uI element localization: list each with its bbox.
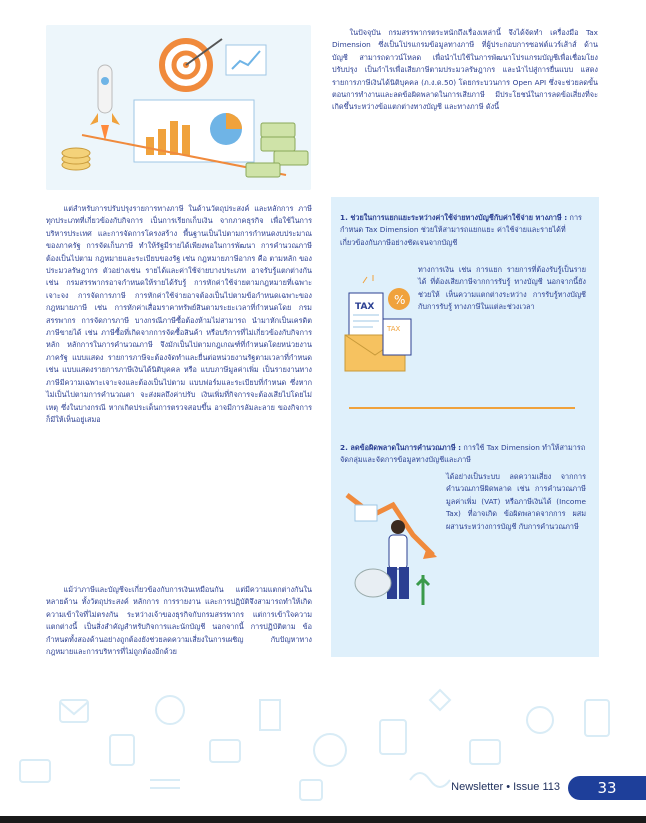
dashboard-illustration (46, 25, 311, 190)
tax-label-2: TAX (387, 325, 401, 333)
benefit-2-detail: ได้อย่างเป็นระบบ ลดความเสี่ยง จากการคำนวณภาษีผิดพลาด เช่น การคำนวณภาษีมูลค่าเพิ่ม (VAT) หรือภาษีเงินได้ (Income Tax) ที่อาจเกิด ข้อผิดพลาดจากการ ผสมผสานระหว่างการบัญชี กับการคำนวณภาษี (446, 472, 586, 531)
benefit-1-detail: ทางการเงิน เช่น การแยก รายการที่ต้องรับรู้เป็นรายได้ ที่ต้องเสียภาษีจากการรับรู้ ทางบัญชี นอกจากนี้ยังช่วยให้ เห็นความแตกต่างระหว่าง การรับรู้ทางบัญชีกับการรับรู้ ทางภาษีในแต่ละช่วงเวลา (418, 265, 586, 312)
section-divider (349, 407, 575, 409)
benefit-2-heading: 2. ลดข้อผิดพลาดในการคำนวณภาษี : (340, 443, 462, 452)
page-number: 33 (568, 776, 646, 800)
benefit-1-heading: 1. ช่วยในการแยกแยะระหว่างค่าใช้จ่ายทางบัญชีกับค่าใช้จ่าย ทางภาษี : (340, 213, 568, 222)
benefit-2-lead: การใช้ Tax Dimension ทำให้สามารถจัดกลุ่มและจัดการข้อมูลทางบัญชีและภาษี (340, 443, 586, 465)
issue-label: Issue 113 (513, 781, 560, 793)
benefit-1-lead: การกำหนด Tax Dimension ช่วยให้สามารถแยกแยะ ค่าใช้จ่ายและรายได้ที่เกี่ยวข้องกับภาษีอย่างชัดเจนจากบัญชี (340, 213, 582, 247)
left-column-paragraph-1 (46, 203, 312, 426)
stressed-businessman-illustration (343, 475, 443, 615)
tax-label-1: TAX (355, 302, 375, 312)
tax-analytics-illustration (46, 25, 311, 190)
left-column-paragraph-2 (46, 584, 312, 658)
footer-label (410, 781, 560, 793)
benefit-item-2 (340, 442, 592, 467)
bottom-edge-bar (0, 816, 646, 823)
newsletter-label: Newsletter (451, 781, 504, 793)
footer-bullet: • (506, 781, 511, 793)
percent-label: % (394, 293, 406, 307)
intro-paragraph (332, 27, 598, 114)
left-paragraph-2-text: แม้ว่าภาษีและบัญชีจะเกี่ยวข้องกับการเงินเหมือนกัน แต่มีความแตกต่างกันในหลายด้าน ทั้งวัตถุประสงค์ หลักการ การรายงาน และการปฏิบัติจึงสามารถทำให้เกิดความเข้าใจที่ไม่ตรงกัน ระหว่างเจ้าของธุรกิจกับกรมสรรพากร แต่การเข้าใจความแตกต่างนี้ เป็นสิ่งสำคัญสำหรับกิจการและนักบัญชี นอกจากนี้ การปฏิบัติตาม ข้อกำหนดทั้งสองด้านอย่างถูกต้องยังช่วยลดความเสี่ยงในการเผชิญ กับปัญหาทางกฎหมายและการบริหารที่ไม่ถูกต้องอีกด้วย (46, 585, 312, 657)
left-paragraph-1-text: แต่สำหรับการปรับปรุงรายการทางภาษี ในด้านวัตถุประสงค์ และหลักการ ภาษีทุกประเภทที่เกี่ยวข้องกับกิจการ เป็นการเรียกเก็บเงิน จากภาคธุรกิจ เพื่อใช้ในการบริหารประเทศ และการจัดการโครงสร้าง พื้นฐานเป็นไปตามการกำหนดงบประมาณของภาครัฐ การจัดเก็บภาษี ทำให้รัฐมีรายได้เพียงพอในการพัฒนา การคำนวณภาษีต้องเป็นไปตาม กฎหมายและระเบียบของรัฐ เช่น กฎหมายภาษีอากร คือ ตามหลัก ของประมวลรัษฎากร ตัวอย่างเช่น รายได้และค่าใช้จ่ายบางประเภท อาจรับรู้แตกต่างกัน เช่น กรมสรรพากรอาจกำหนดให้รายได้รับรู้ การหักค่าใช้จ่ายตามกฎหมายที่เฉพาะเจาะจง การจัดการภาษี การหักค่าใช้จ่ายอาจต้องเป็นไปตามข้อกำหนดเฉพาะของกฎหมายภาษี เช่น การหักค่าเสื่อมราคาทรัพย์สินตามระยะเวลาที่กำหนดโดย กรมสรรพากร การจัดการภาษี บางกรณีภาษีซื้อต้องห้ามไม่สามารถ นำมาหักเป็นเครดิตภาษีขายได้ เช่น ภาษีซื้อที่เกิดจากการจัดซื้อสินค้า หรือบริการที่ไม่เกี่ยวข้องกับกิจการหลัก หลักการในการคำนวณภาษี จึงมักเป็นไปตามกฎเกณฑ์ที่กำหนดโดยหน่วยงานภาครัฐ แบบแสดง รายการภาษีจะต้องจัดทำและยื่นต่อหน่วยงานรัฐตามเวลาที่กำหนด เช่น แบบแสดงรายการภาษีเงินได้นิติบุคคล หรือ แบบภาษีมูลค่าเพิ่ม เป็นรายงานทางภาษีมีความเฉพาะเจาะจงและต้องเป็นไปตาม แบบฟอร์มและระเบียบที่กำหนด ซึ่งหากไม่เป็นไปตามการคำนวณตา จะส่งผลถึงค่าปรับ เงินเพิ่มที่กิจการจะต้องเสียไปโดยไม่เหตุ ซึ่งในบางกรณี หากเกิดประเด็นการตรวจสอบขึ้น อาจมีการลัมละลาย ของกิจการก็มีให้เห็นอยู่เสมอ (46, 204, 312, 424)
benefit-item-1 (340, 212, 592, 249)
intro-text: ในปัจจุบัน กรมสรรพากรตระหนักถึงเรื่องเหล่านี้ จึงได้จัดทำ เครื่องมือ Tax Dimension ซึ่งเป็นโปรแกรมข้อมูลทางภาษี ที่ผู้ประกอบการซอฟต์แวร์เส้าส์ ด้านบัญชี สามารถดาวน์โหลด เพื่อนำไปใช้ในการพัฒนาโปรแกรมบัญชีเพื่อเชื่อมโยงปรับปรุง เป็นกำไรเพื่อเสียภาษีตามประมวลรัษฎากร และนำไปสู่การยื่นแบบ แสดงรายการภาษีเงินได้นิติบุคคล (ภ.ง.ด.50) โดยกระบวนการ Open API ซึ่งจะช่วยลดขั้นตอนการทำงานและลดข้อผิดพลาดในการเสียภาษี มีประโยชน์ในการลดข้อเสี่ยงที่จะเกิดขึ้นระหว่างข้อแตกต่างทางบัญชี และทางภาษี ดังนี้ (332, 28, 598, 112)
tax-documents-illustration (343, 275, 413, 395)
